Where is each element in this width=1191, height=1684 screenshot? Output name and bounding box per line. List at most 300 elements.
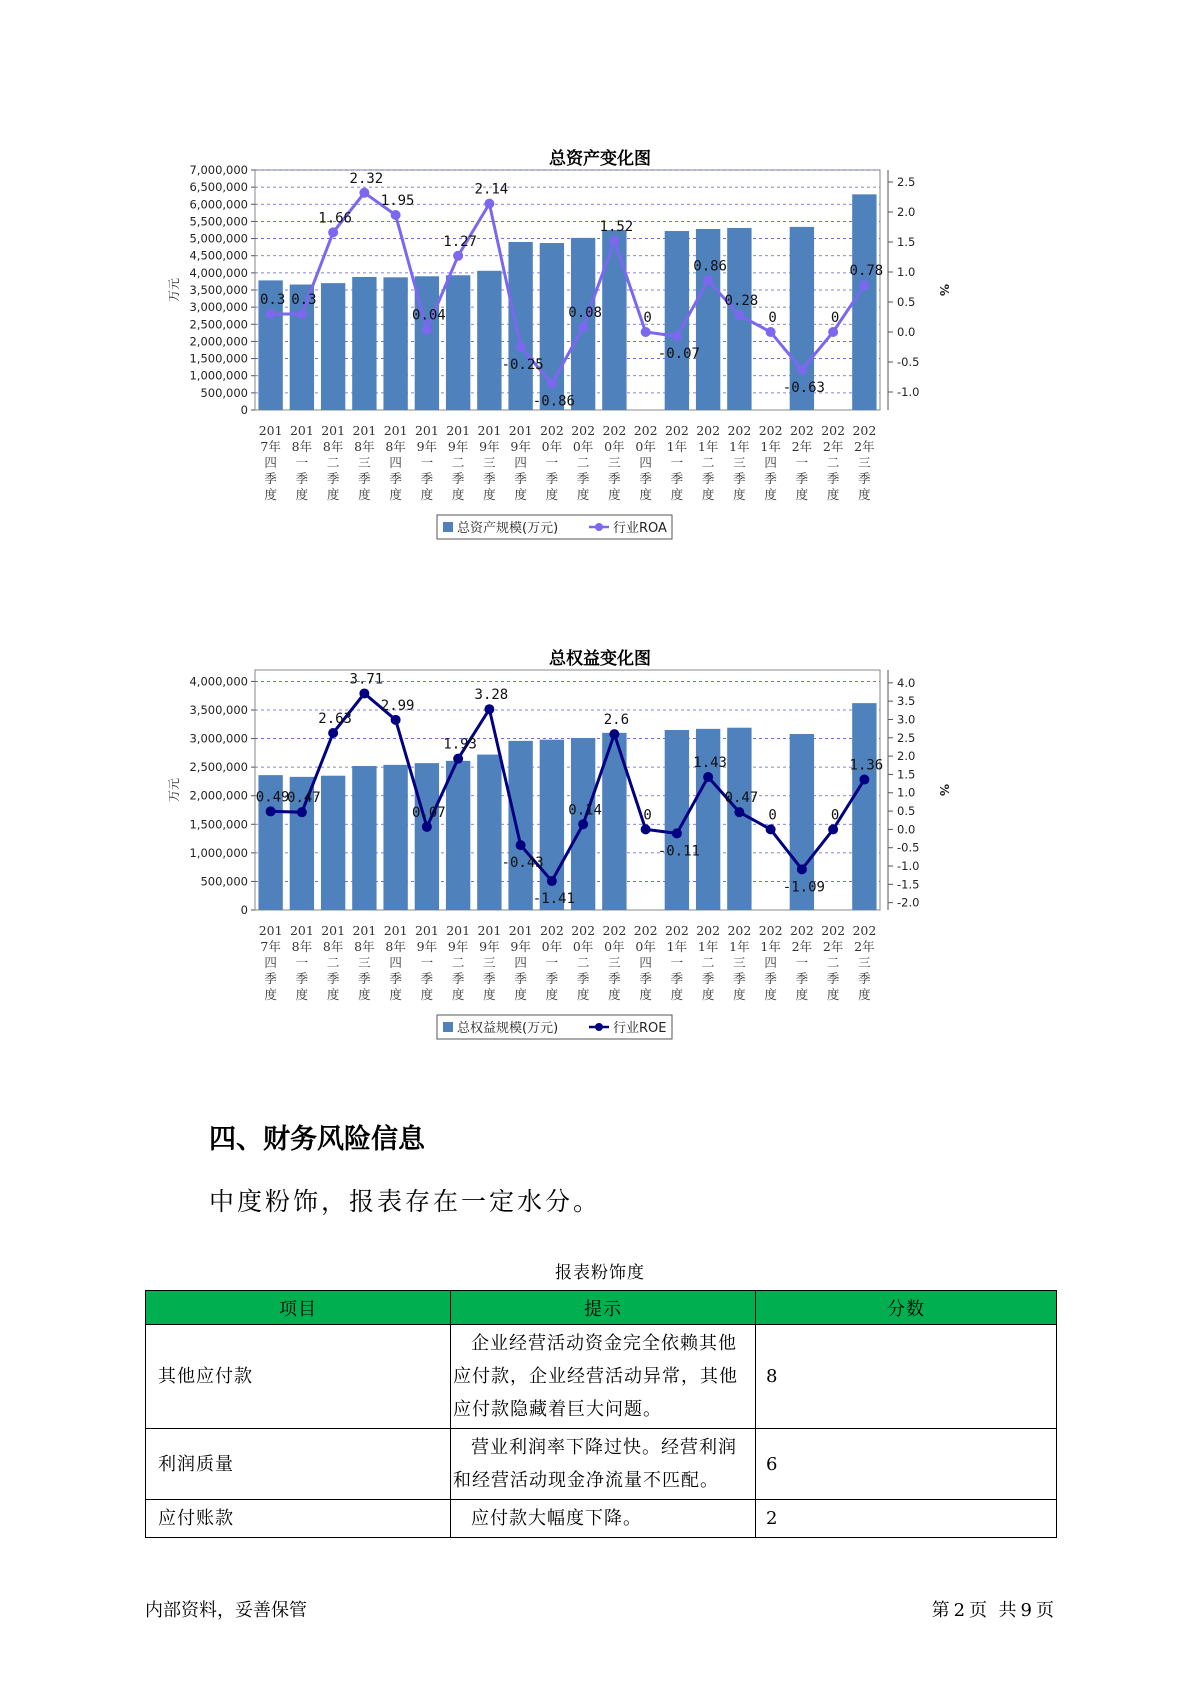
y2-tick-label: 2.5 [897, 175, 916, 189]
x-tick-label: 2年 [791, 939, 813, 954]
x-tick-label: 202 [852, 923, 877, 938]
x-tick-label: 度 [514, 487, 527, 502]
x-tick-label: 度 [826, 487, 840, 502]
x-tick-label: 7年 [260, 439, 281, 454]
section-body: 中度粉饰，报表存在一定水分。 [209, 1187, 602, 1216]
bar [321, 283, 345, 410]
bar [477, 271, 501, 410]
data-label: 0.28 [724, 293, 759, 310]
data-label: 1.66 [318, 210, 352, 227]
x-tick-label: 一 [545, 955, 559, 970]
y-tick-label: 2,000,000 [189, 788, 248, 803]
legend-line-label: 行业ROE [613, 1021, 667, 1036]
y2-tick-label: -0.5 [897, 840, 920, 855]
y2-tick-label: 0.0 [897, 325, 916, 339]
table-caption: 报表粉饰度 [555, 1263, 645, 1283]
line-point [297, 807, 307, 817]
data-label: 0.49 [255, 789, 290, 806]
y2-tick-label: -1.0 [897, 385, 920, 399]
x-tick-label: 度 [389, 487, 402, 502]
line-point [391, 210, 401, 220]
x-tick-label: 度 [264, 487, 277, 502]
line-point [734, 310, 744, 320]
line-point [453, 754, 463, 764]
x-tick-label: 201 [414, 923, 439, 938]
data-label: 0.47 [287, 790, 321, 807]
x-tick-label: 202 [727, 423, 752, 438]
x-tick-label: 度 [326, 987, 340, 1002]
line-point [703, 772, 713, 782]
x-tick-label: 一 [795, 955, 809, 970]
data-label: 0.07 [412, 804, 446, 821]
x-tick-label: 1年 [760, 439, 781, 454]
x-tick-label: 度 [451, 487, 465, 502]
x-tick-label: 0年 [541, 939, 563, 954]
y-tick-label: 3,500,000 [189, 283, 248, 297]
y-tick-label: 5,500,000 [189, 214, 248, 229]
x-tick-label: 季 [576, 971, 590, 986]
y2-tick-label: 2.0 [897, 749, 916, 764]
x-tick-label: 季 [358, 471, 371, 486]
x-tick-label: 季 [701, 471, 715, 486]
x-tick-label: 8年 [385, 939, 406, 954]
data-label: -1.09 [782, 879, 825, 896]
x-tick-label: 二 [576, 455, 590, 470]
y-tick-label: 6,000,000 [189, 197, 248, 212]
bar [727, 728, 751, 910]
x-tick-label: 三 [858, 955, 871, 970]
x-tick-label: 2年 [822, 439, 844, 454]
bar [852, 703, 876, 910]
table-row [146, 1500, 1057, 1538]
y-axis-label: 万元 [167, 277, 181, 303]
x-tick-label: 季 [389, 471, 402, 486]
x-tick-label: 2年 [822, 939, 844, 954]
data-label: -0.63 [782, 379, 825, 396]
chart-title: 总权益变化图 [549, 649, 651, 669]
x-tick-label: 202 [571, 423, 596, 438]
x-tick-label: 季 [358, 971, 371, 986]
x-tick-label: 201 [258, 923, 283, 938]
x-tick-label: 二 [451, 455, 465, 470]
data-label: -0.86 [532, 393, 575, 410]
legend-bar-swatch [443, 1022, 453, 1032]
x-tick-label: 度 [264, 987, 277, 1002]
bar [321, 776, 345, 910]
legend-bar-swatch [443, 522, 453, 532]
y-tick-label: 1,500,000 [189, 351, 248, 366]
x-tick-label: 二 [701, 955, 715, 970]
x-tick-label: 度 [639, 487, 652, 502]
bar [383, 277, 407, 410]
data-label: 0.08 [568, 305, 602, 322]
page-number [930, 1596, 1056, 1622]
x-tick-label: 9年 [416, 939, 438, 954]
section-heading: 四、财务风险信息 [209, 1124, 425, 1155]
bar [446, 761, 470, 910]
line-point [547, 379, 557, 389]
x-tick-label: 202 [789, 923, 814, 938]
x-tick-label: 度 [358, 487, 371, 502]
x-tick-label: 202 [758, 923, 783, 938]
x-tick-label: 二 [826, 455, 840, 470]
x-tick-label: 二 [326, 455, 340, 470]
x-tick-label: 季 [733, 471, 746, 486]
bar [508, 741, 532, 910]
x-tick-label: 度 [451, 987, 465, 1002]
x-tick-label: 一 [545, 455, 559, 470]
x-tick-label: 度 [295, 987, 309, 1002]
x-tick-label: 202 [571, 923, 596, 938]
line-point [641, 327, 651, 337]
x-tick-label: 季 [795, 971, 809, 986]
x-tick-label: 季 [389, 971, 402, 986]
x-tick-label: 1年 [760, 939, 781, 954]
x-tick-label: 2年 [791, 439, 813, 454]
x-tick-label: 202 [602, 923, 627, 938]
row-score: 2 [756, 1500, 1057, 1538]
table-row [146, 1429, 1057, 1500]
line-point [797, 365, 807, 375]
x-tick-label: 四 [514, 455, 527, 470]
legend-line-label: 行业ROA [613, 521, 667, 536]
bar [696, 229, 720, 410]
legend-line-marker [595, 1023, 603, 1031]
x-tick-label: 四 [639, 455, 652, 470]
line-point [422, 325, 432, 335]
x-tick-label: 度 [545, 487, 559, 502]
data-label: -1.41 [532, 891, 575, 908]
line-point [703, 275, 713, 285]
x-tick-label: 201 [352, 923, 377, 938]
x-tick-label: 8年 [322, 939, 344, 954]
data-label: 2.14 [474, 181, 509, 198]
x-tick-label: 0年 [572, 939, 594, 954]
x-tick-label: 一 [295, 455, 309, 470]
x-tick-label: 201 [414, 423, 439, 438]
x-tick-label: 8年 [354, 939, 375, 954]
line-point [391, 715, 401, 725]
x-tick-label: 季 [826, 471, 840, 486]
x-tick-label: 度 [826, 987, 840, 1002]
x-tick-label: 202 [664, 923, 689, 938]
y-tick-label: 500,000 [200, 385, 248, 400]
x-tick-label: 202 [821, 923, 846, 938]
legend-bar-label: 总权益规模(万元) [457, 1021, 559, 1036]
x-tick-label: 202 [664, 423, 689, 438]
x-tick-label: 度 [670, 987, 684, 1002]
x-tick-label: 季 [576, 471, 590, 486]
x-tick-label: 201 [289, 423, 314, 438]
x-tick-label: 四 [514, 955, 527, 970]
x-tick-label: 三 [733, 955, 746, 970]
x-tick-label: 8年 [385, 439, 406, 454]
x-tick-label: 二 [326, 955, 340, 970]
x-tick-label: 201 [321, 423, 346, 438]
x-tick-label: 1年 [697, 439, 719, 454]
y2-tick-label: -0.5 [897, 355, 920, 369]
line-point [328, 728, 338, 738]
bar [602, 230, 626, 410]
x-tick-label: 季 [326, 971, 340, 986]
x-tick-label: 0年 [635, 439, 656, 454]
x-tick-label: 季 [295, 471, 309, 486]
line-point [734, 807, 744, 817]
x-tick-label: 季 [264, 971, 277, 986]
x-tick-label: 度 [326, 487, 340, 502]
data-label: 0 [768, 310, 777, 326]
table-row [146, 1325, 1057, 1429]
line-point [766, 824, 776, 834]
data-label: 1.93 [443, 736, 477, 753]
x-tick-label: 季 [639, 471, 652, 486]
x-tick-label: 0年 [541, 439, 563, 454]
y2-tick-label: -1.0 [897, 859, 920, 874]
x-tick-label: 7年 [260, 939, 281, 954]
legend-line-marker [595, 523, 603, 531]
y-tick-label: 0 [240, 403, 248, 417]
row-score: 8 [756, 1325, 1057, 1429]
x-tick-label: 一 [295, 955, 309, 970]
line-point [266, 309, 276, 319]
bar [352, 766, 376, 910]
y-tick-label: 1,500,000 [189, 817, 248, 832]
x-tick-label: 1年 [729, 939, 750, 954]
risk-table [145, 1290, 1057, 1538]
data-label: 2.63 [318, 711, 352, 728]
data-label: 1.27 [443, 233, 477, 250]
line-point [516, 840, 526, 850]
x-tick-label: 三 [358, 955, 371, 970]
x-tick-label: 2年 [854, 439, 875, 454]
line-point [609, 729, 619, 739]
x-tick-label: 度 [733, 487, 746, 502]
x-tick-label: 季 [826, 971, 840, 986]
x-tick-label: 202 [727, 923, 752, 938]
header-hint: 提示 [451, 1291, 756, 1325]
x-tick-label: 度 [295, 487, 309, 502]
chart-title: 总资产变化图 [549, 149, 651, 169]
x-tick-label: 季 [608, 471, 621, 486]
line-point [422, 822, 432, 832]
data-label: 3.28 [474, 687, 509, 704]
x-tick-label: 8年 [291, 439, 313, 454]
x-tick-label: 度 [576, 487, 590, 502]
line-point [297, 309, 307, 319]
x-tick-label: 季 [795, 471, 809, 486]
data-label: 1.52 [599, 218, 634, 235]
x-tick-label: 201 [446, 923, 471, 938]
bar [508, 242, 532, 410]
line-point [484, 199, 494, 209]
x-tick-label: 季 [670, 971, 684, 986]
row-hint: 营业利润率下降过快。经营利润和经营活动现金净流量不匹配。 [451, 1429, 756, 1500]
x-tick-label: 度 [858, 487, 871, 502]
x-tick-label: 度 [420, 987, 434, 1002]
y-tick-label: 3,000,000 [189, 731, 248, 746]
x-tick-label: 1年 [729, 439, 750, 454]
y-tick-label: 3,500,000 [189, 703, 248, 717]
x-tick-label: 8年 [322, 439, 344, 454]
y-axis-label: 万元 [167, 777, 181, 803]
y2-tick-label: 1.0 [897, 785, 916, 800]
x-tick-label: 202 [789, 423, 814, 438]
x-tick-label: 二 [701, 455, 715, 470]
x-tick-label: 度 [514, 987, 527, 1002]
x-tick-label: 二 [576, 955, 590, 970]
x-tick-label: 201 [383, 423, 408, 438]
y-tick-label: 2,500,000 [189, 760, 248, 775]
x-tick-label: 202 [821, 423, 846, 438]
x-tick-label: 度 [608, 987, 621, 1002]
x-tick-label: 季 [326, 471, 340, 486]
total-assets-chart-svg [167, 163, 1020, 620]
data-label: -0.07 [657, 346, 700, 363]
y-tick-label: 2,000,000 [189, 334, 248, 349]
x-tick-label: 201 [258, 423, 283, 438]
x-tick-label: 202 [602, 423, 627, 438]
data-label: -0.43 [501, 855, 544, 872]
x-tick-label: 201 [477, 923, 502, 938]
data-label: 0.04 [412, 307, 446, 324]
x-tick-label: 9年 [447, 439, 469, 454]
x-tick-label: 季 [451, 471, 465, 486]
line-point [609, 236, 619, 246]
x-tick-label: 季 [545, 471, 559, 486]
header-score: 分数 [756, 1291, 1057, 1325]
x-tick-label: 201 [383, 923, 408, 938]
data-label: 0 [643, 310, 652, 326]
x-tick-label: 201 [321, 923, 346, 938]
data-label: 2.99 [380, 697, 415, 714]
total-equity-chart [167, 640, 1020, 1100]
x-tick-label: 三 [858, 455, 871, 470]
y-tick-label: 4,000,000 [189, 265, 248, 280]
y-tick-label: 4,000,000 [189, 674, 248, 689]
line-point [766, 327, 776, 337]
data-label: -0.25 [501, 357, 544, 373]
y-tick-label: 4,500,000 [189, 248, 248, 263]
y2-axis-label: % [937, 783, 951, 797]
x-tick-label: 度 [764, 487, 777, 502]
x-tick-label: 季 [545, 971, 559, 986]
x-tick-label: 季 [420, 471, 434, 486]
table-header-row [146, 1291, 1057, 1325]
x-tick-label: 季 [264, 471, 277, 486]
x-tick-label: 一 [420, 955, 434, 970]
x-tick-label: 度 [858, 987, 871, 1002]
x-tick-label: 202 [758, 423, 783, 438]
data-label: 0.47 [724, 790, 759, 807]
y-tick-label: 3,000,000 [189, 300, 248, 315]
y2-tick-label: -2.0 [897, 895, 920, 910]
x-tick-label: 二 [451, 955, 465, 970]
y-tick-label: 7,000,000 [189, 163, 248, 177]
x-tick-label: 202 [696, 923, 721, 938]
footer-note: 内部资料，妥善保管 [145, 1600, 307, 1621]
row-score: 6 [756, 1429, 1057, 1500]
line-point [266, 806, 276, 816]
x-tick-label: 度 [483, 487, 496, 502]
x-tick-label: 9年 [510, 439, 531, 454]
line-point [484, 704, 494, 714]
data-label: 0.3 [259, 292, 286, 308]
y-tick-label: 6,500,000 [189, 180, 248, 195]
row-hint: 企业经营活动资金完全依赖其他应付款，企业经营活动异常，其他应付款隐藏着巨大问题。 [451, 1325, 756, 1429]
x-tick-label: 四 [264, 455, 277, 470]
y2-tick-label: 0.0 [897, 822, 916, 837]
line-point [547, 876, 557, 886]
x-tick-label: 0年 [635, 939, 656, 954]
x-tick-label: 度 [795, 987, 809, 1002]
x-tick-label: 三 [608, 455, 621, 470]
data-label: 0 [830, 310, 840, 326]
header-item: 项目 [146, 1291, 451, 1325]
x-tick-label: 度 [576, 987, 590, 1002]
x-tick-label: 202 [539, 923, 564, 938]
data-label: 1.43 [693, 754, 727, 771]
x-tick-label: 三 [483, 455, 496, 470]
page-mid: 页 共 [969, 1600, 1017, 1621]
line-point [516, 342, 526, 352]
x-tick-label: 一 [420, 455, 434, 470]
x-tick-label: 季 [514, 971, 527, 986]
legend-bar-label: 总资产规模(万元) [457, 521, 559, 536]
x-tick-label: 201 [508, 923, 533, 938]
x-tick-label: 四 [764, 955, 777, 970]
x-tick-label: 2年 [854, 939, 875, 954]
plot-area [255, 670, 880, 910]
data-label: -0.11 [657, 843, 700, 860]
x-tick-label: 季 [670, 471, 684, 486]
row-item: 利润质量 [146, 1429, 451, 1500]
data-label: 0.86 [693, 258, 727, 275]
y-tick-label: 0 [240, 903, 248, 917]
x-tick-label: 季 [858, 971, 871, 986]
x-tick-label: 一 [670, 455, 684, 470]
x-tick-label: 202 [539, 423, 564, 438]
x-tick-label: 季 [295, 971, 309, 986]
x-tick-label: 度 [483, 987, 496, 1002]
x-tick-label: 季 [608, 971, 621, 986]
data-label: 0 [643, 807, 652, 824]
x-tick-label: 202 [696, 423, 721, 438]
line-point [328, 227, 338, 237]
data-label: 1.36 [849, 757, 884, 774]
data-label: 2.6 [603, 712, 630, 729]
x-tick-label: 季 [701, 971, 715, 986]
x-tick-label: 二 [826, 955, 840, 970]
x-tick-label: 季 [764, 471, 777, 486]
x-tick-label: 季 [858, 471, 871, 486]
x-tick-label: 9年 [510, 939, 531, 954]
x-tick-label: 季 [451, 971, 465, 986]
x-tick-label: 9年 [447, 939, 469, 954]
data-label: 3.71 [349, 671, 384, 688]
x-tick-label: 一 [670, 955, 684, 970]
data-label: 0.3 [291, 292, 317, 308]
x-tick-label: 四 [764, 455, 777, 470]
y2-tick-label: 1.5 [897, 235, 916, 249]
x-tick-label: 季 [733, 971, 746, 986]
y-tick-label: 2,500,000 [189, 317, 248, 332]
x-tick-label: 202 [633, 923, 658, 938]
y2-tick-label: 1.5 [897, 767, 916, 782]
bar [383, 765, 407, 910]
bar [852, 194, 876, 410]
line-point [672, 828, 682, 838]
y2-tick-label: -1.5 [897, 877, 920, 892]
